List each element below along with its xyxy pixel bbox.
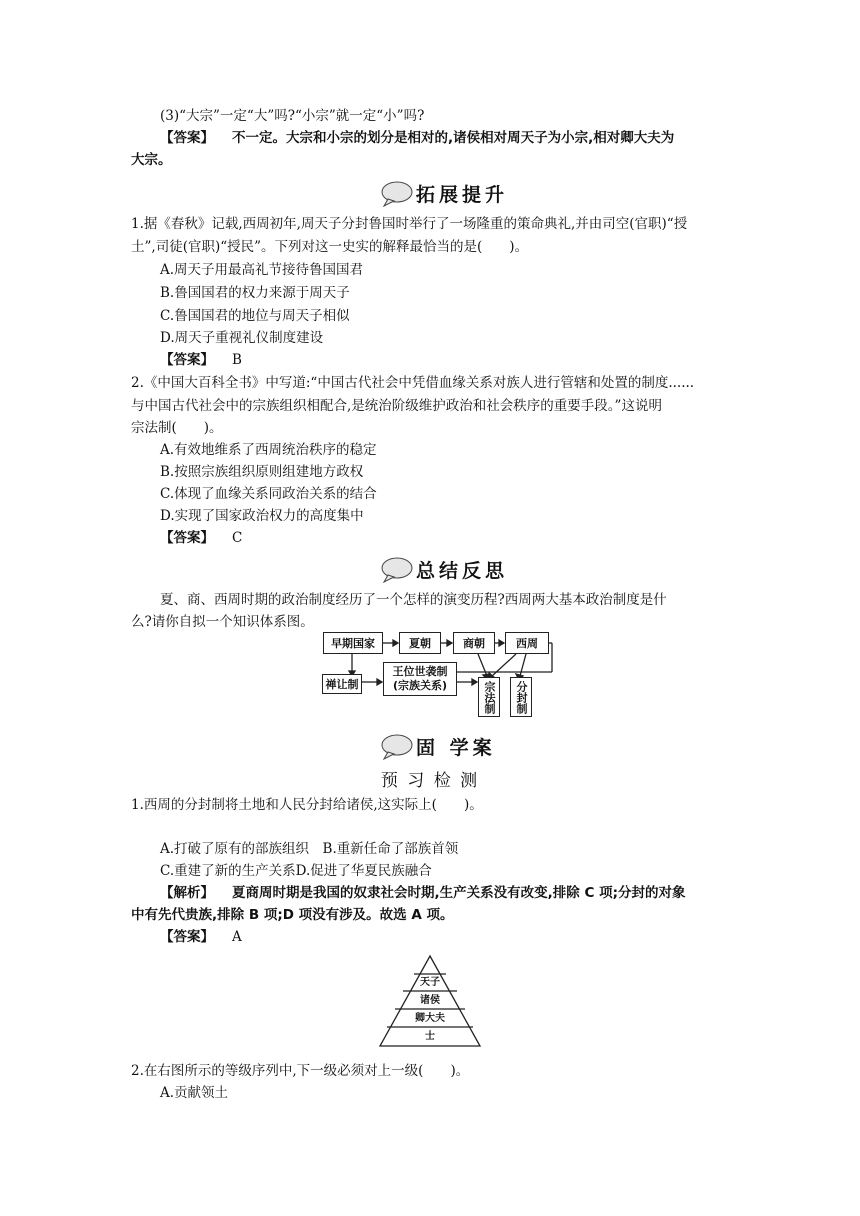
q2-option-c: C.体现了血缘关系同政治关系的结合	[160, 486, 377, 502]
wangwei-line2: (宗族关系)	[392, 679, 448, 692]
answer-value: C	[232, 530, 243, 546]
box-wangwei	[383, 662, 457, 696]
pyramid-level-shi: 士	[425, 1031, 435, 1042]
analysis-text: 夏商周时期是我国的奴隶社会时期,生产关系没有改变,排除 C 项;分封的对象	[232, 885, 686, 901]
section-heading-summary	[380, 556, 508, 583]
box-xia: 夏朝	[399, 632, 441, 654]
pyramid-level-zhuhou: 诸侯	[420, 995, 440, 1006]
answer-text-cont: 大宗。	[131, 152, 172, 168]
q1-line1: 1.据《春秋》记载,西周初年,周天子分封鲁国时举行了一场隆重的策命典礼,并由司空(官职)“授	[131, 216, 688, 232]
q1-option-d: D.周天子重视礼仪制度建设	[160, 330, 324, 346]
q1-line2: 土”,司徒(官职)“授民”。下列对这一史实的解释最恰当的是( )。	[131, 239, 529, 255]
q2-option-d: D.实现了国家政治权力的高度集中	[160, 508, 364, 524]
wangwei-line1: 王位世袭制	[392, 665, 448, 678]
box-xizhou: 西周	[505, 632, 549, 654]
c-q1-options-ab: A.打破了原有的部族组织 B.重新任命了部族首领	[160, 841, 459, 857]
q1-option-b: B.鲁国国君的权力来源于周天子	[160, 285, 350, 301]
speech-bubble-icon	[380, 734, 414, 760]
q2-line1: 2.《中国大百科全书》中写道:“中国古代社会中凭借血缘关系对族人进行管辖和处置的制度......	[131, 375, 695, 391]
summary-text-1: 夏、商、西周时期的政治制度经历了一个怎样的演变历程?西周两大基本政治制度是什	[160, 592, 667, 608]
c-q1-analysis	[160, 883, 685, 903]
q2-option-a: A.有效地维系了西周统治秩序的稳定	[160, 442, 377, 458]
subtitle-preview-test: 预 习 检 测	[380, 771, 480, 791]
box-zongfa: 宗法制	[478, 677, 500, 717]
speech-bubble-icon	[380, 557, 414, 583]
answer-label: 【答案】	[160, 130, 214, 146]
answer-line	[160, 128, 674, 148]
c-q2-line1: 2.在右图所示的等级序列中,下一级必须对上一级( )。	[131, 1063, 470, 1079]
box-shanrang: 禅让制	[322, 674, 362, 694]
box-early-state: 早期国家	[323, 632, 383, 654]
answer-label: 【答案】	[160, 929, 214, 945]
section-title: 拓展提升	[416, 184, 509, 206]
c-q1-analysis-cont: 中有先代贵族,排除 B 项;D 项没有涉及。故选 A 项。	[131, 907, 454, 923]
box-shang: 商朝	[453, 632, 495, 654]
q1-option-c: C.鲁国国君的地位与周天子相似	[160, 308, 350, 324]
hierarchy-pyramid	[378, 954, 482, 1048]
section-title: 总结反思	[416, 560, 509, 582]
c-q2-option-a: A.贡献领土	[160, 1085, 229, 1101]
q2-line2: 与中国古代社会中的宗族组织相配合,是统治阶级维护政治和社会秩序的重要手段。”这说明	[131, 398, 662, 414]
pyramid-level-qingdafu: 卿大夫	[415, 1013, 445, 1024]
q2-line3: 宗法制( )。	[131, 420, 223, 436]
question-3: (3)“大宗”一定“大”吗?“小宗”就一定“小”吗?	[160, 108, 425, 124]
q1-answer	[160, 350, 242, 370]
section-heading-expand	[380, 180, 508, 207]
summary-text-2: 么?请你自拟一个知识体系图。	[131, 614, 314, 630]
q2-answer	[160, 528, 242, 548]
c-q1-answer	[160, 927, 242, 947]
c-q1-options-cd: C.重建了新的生产关系D.促进了华夏民族融合	[160, 863, 432, 879]
answer-value: A	[232, 929, 242, 945]
answer-label: 【答案】	[160, 530, 214, 546]
answer-label: 【答案】	[160, 352, 214, 368]
section-title: 固 学案	[416, 737, 496, 759]
answer-value: B	[232, 352, 242, 368]
q2-option-b: B.按照宗族组织原则组建地方政权	[160, 464, 364, 480]
c-q1-line1: 1.西周的分封制将土地和人民分封给诸侯,这实际上( )。	[131, 797, 483, 813]
analysis-label: 【解析】	[160, 885, 214, 901]
pyramid-level-tianzi: 天子	[420, 977, 440, 988]
q1-option-a: A.周天子用最高礼节接待鲁国国君	[160, 262, 364, 278]
section-heading-consolidate	[380, 733, 496, 760]
answer-text: 不一定。大宗和小宗的划分是相对的,诸侯相对周天子为小宗,相对卿大夫为	[232, 130, 675, 146]
box-fenfeng: 分封制	[510, 677, 532, 717]
speech-bubble-icon	[380, 181, 414, 207]
